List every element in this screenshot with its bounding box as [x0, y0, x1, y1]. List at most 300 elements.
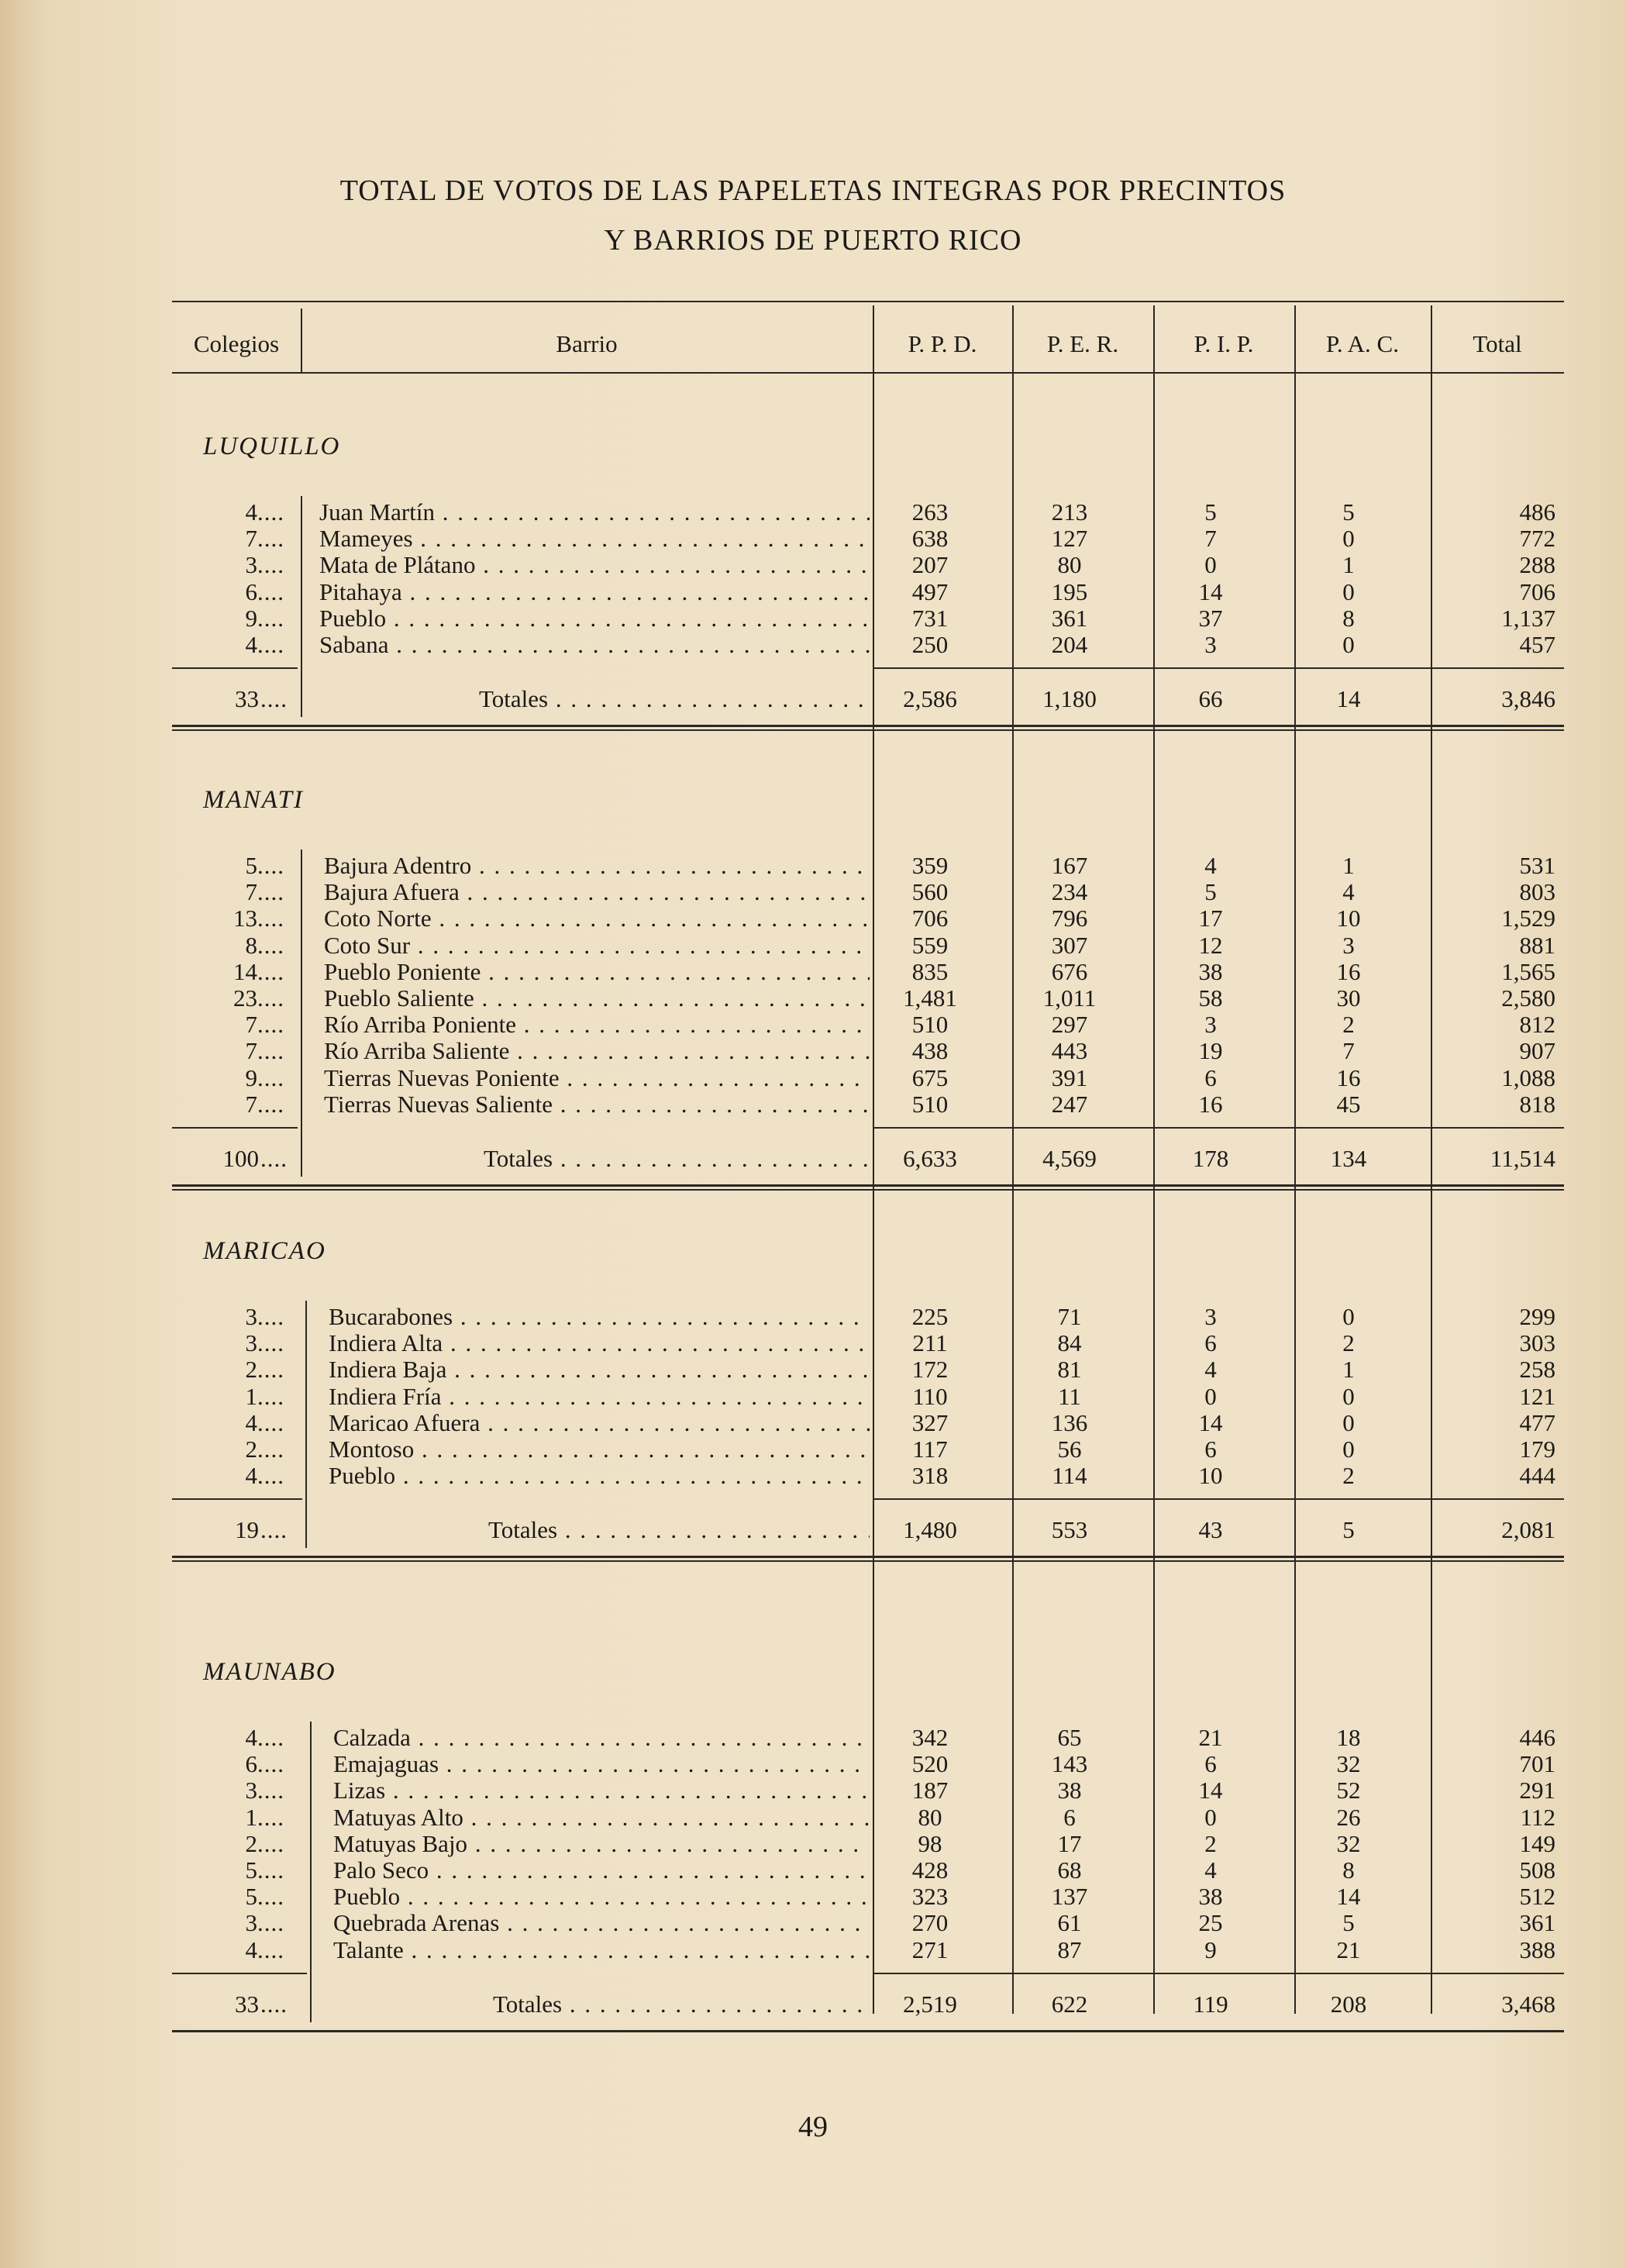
ppd-cell: 638 [911, 525, 949, 553]
barrio-cell: Juan Martín . . . [319, 499, 870, 526]
colegios-dots: .... [257, 1935, 284, 1963]
section-bottom-rule [172, 2030, 1564, 2032]
total-cell: 457 [1519, 631, 1555, 658]
section-bottom-rule-2 [172, 1189, 1564, 1191]
colegios-cell: 1 [245, 1382, 257, 1410]
table-row [172, 1463, 1564, 1489]
pac-cell: 16 [1336, 1063, 1361, 1091]
ppd-cell: 98 [918, 1829, 942, 1857]
table-row [172, 1384, 1564, 1410]
pac-cell: 30 [1336, 984, 1361, 1012]
per-cell: 361 [1051, 604, 1088, 632]
barrio-cell: Bucarabones . . . [329, 1304, 870, 1330]
ppd-cell: 323 [911, 1883, 949, 1911]
total-cell: 299 [1519, 1303, 1555, 1330]
colegios-dots: .... [257, 931, 284, 959]
table-row [172, 1330, 1564, 1356]
colegios-dots: .... [257, 1090, 284, 1118]
barrio-cell: Coto Norte . . . [324, 905, 870, 932]
per-cell: 61 [1057, 1909, 1082, 1937]
table-row [172, 1777, 1564, 1804]
pip-cell: 4 [1204, 1356, 1217, 1384]
colegios-dots: .... [257, 631, 284, 658]
section-bottom-rule-2 [172, 1560, 1564, 1562]
table-row [172, 1356, 1564, 1383]
ppd-cell: 318 [911, 1462, 949, 1490]
totals-pac-cell: 14 [1336, 685, 1361, 713]
barrio-cell: Tierras Nuevas Saliente . . . [324, 1091, 870, 1118]
totals-ppd-cell: 2,586 [903, 685, 957, 713]
totals-ppd-cell: 1,480 [903, 1516, 957, 1544]
pip-cell: 6 [1204, 1063, 1217, 1091]
colegios-cell: 4 [245, 498, 257, 526]
per-cell: 65 [1057, 1724, 1082, 1751]
colegios-cell: 6 [245, 1750, 257, 1778]
barrio-cell: Indiera Fría . . . [329, 1384, 870, 1410]
colegios-cell: 4 [245, 1724, 257, 1751]
barrio-cell: Calzada . . . [333, 1725, 870, 1751]
colegios-cell: 3 [245, 1777, 257, 1804]
table-row [172, 1910, 1564, 1936]
section-title-maricao: MARICAO [203, 1237, 326, 1265]
totals-per-cell: 553 [1051, 1516, 1088, 1544]
pip-cell: 7 [1204, 525, 1217, 553]
ppd-cell: 271 [911, 1935, 949, 1963]
pac-cell: 2 [1342, 1329, 1355, 1357]
per-cell: 137 [1051, 1883, 1088, 1911]
pip-cell: 12 [1198, 931, 1223, 959]
totals-pac-cell: 5 [1342, 1516, 1355, 1544]
per-cell: 143 [1051, 1750, 1088, 1778]
pac-cell: 32 [1336, 1829, 1361, 1857]
totals-pac-cell: 134 [1330, 1145, 1367, 1172]
ppd-cell: 1,481 [903, 984, 957, 1012]
totals-colegios-cell: 33 [235, 685, 259, 713]
ppd-cell: 428 [911, 1856, 949, 1884]
barrio-cell: Emajaguas . . . [333, 1751, 870, 1777]
table-row [172, 579, 1564, 605]
totals-pac-cell: 208 [1330, 1990, 1367, 2018]
total-cell: 812 [1519, 1011, 1555, 1039]
barrio-cell: Quebrada Arenas . . . [333, 1910, 870, 1936]
colegios-dots: .... [257, 984, 284, 1012]
colegios-cell: 6 [245, 577, 257, 605]
per-cell: 87 [1057, 1935, 1082, 1963]
total-cell: 772 [1519, 525, 1555, 553]
total-cell: 486 [1519, 498, 1555, 526]
per-cell: 71 [1057, 1303, 1082, 1330]
totals-colegios-cell: 100 [222, 1145, 259, 1172]
header-total: Total [1473, 330, 1522, 357]
per-cell: 247 [1051, 1090, 1088, 1118]
totals-top-rule-colegios [172, 1498, 302, 1500]
totals-colegios-dots: .... [260, 1516, 288, 1544]
colegios-dots: .... [257, 1883, 284, 1911]
pac-cell: 1 [1342, 852, 1355, 879]
barrio-cell: Pueblo . . . [329, 1463, 870, 1489]
pac-cell: 5 [1342, 498, 1355, 526]
barrio-cell: Indiera Alta . . . [329, 1330, 870, 1356]
table-row [172, 632, 1564, 658]
per-cell: 1,011 [1042, 984, 1097, 1012]
total-cell: 361 [1519, 1909, 1555, 1937]
pip-cell: 3 [1204, 1011, 1217, 1039]
totals-label: Totales . . . [493, 1991, 870, 2018]
pac-cell: 2 [1342, 1462, 1355, 1490]
colegios-cell: 1 [245, 1803, 257, 1831]
total-cell: 149 [1519, 1829, 1555, 1857]
totals-top-rule [873, 667, 1564, 669]
pip-cell: 0 [1204, 551, 1217, 579]
totals-total-cell: 3,468 [1501, 1990, 1555, 2018]
pac-cell: 8 [1342, 1856, 1355, 1884]
total-cell: 531 [1519, 852, 1555, 879]
pip-cell: 0 [1204, 1803, 1217, 1831]
totals-per-cell: 4,569 [1042, 1145, 1097, 1172]
ppd-cell: 207 [911, 551, 949, 579]
header-pac: P. A. C. [1326, 330, 1399, 357]
per-cell: 38 [1057, 1777, 1082, 1804]
colegios-divider [301, 850, 302, 1177]
barrio-cell: Bajura Adentro . . . [324, 853, 870, 879]
per-cell: 796 [1051, 905, 1088, 932]
colegios-dots: .... [257, 551, 284, 579]
barrio-cell: Matuyas Alto . . . [333, 1804, 870, 1831]
total-cell: 803 [1519, 878, 1555, 906]
pip-cell: 19 [1198, 1037, 1223, 1065]
pip-cell: 2 [1204, 1829, 1217, 1857]
per-cell: 80 [1057, 551, 1082, 579]
totals-pip-cell: 178 [1192, 1145, 1229, 1172]
colegios-cell: 7 [245, 1090, 257, 1118]
table-row [172, 605, 1564, 632]
header-colegios: Colegios [193, 330, 280, 357]
pip-cell: 6 [1204, 1750, 1217, 1778]
pac-cell: 52 [1336, 1777, 1361, 1804]
table-row [172, 1012, 1564, 1038]
barrio-cell: Pueblo Saliente . . . [324, 985, 870, 1012]
per-cell: 443 [1051, 1037, 1088, 1065]
barrio-cell: Maricao Afuera . . . [329, 1410, 870, 1436]
pip-cell: 21 [1198, 1724, 1223, 1751]
header-bottom-rule [172, 372, 1564, 374]
total-cell: 907 [1519, 1037, 1555, 1065]
barrio-cell: Río Arriba Poniente . . . [324, 1012, 870, 1038]
table-row [172, 1937, 1564, 1963]
barrio-cell: Pueblo . . . [319, 605, 870, 632]
section-bottom-rule [172, 1556, 1564, 1558]
barrio-cell: Lizas . . . [333, 1777, 870, 1804]
ppd-cell: 560 [911, 878, 949, 906]
colegios-cell: 9 [245, 1063, 257, 1091]
colegios-dots: .... [257, 1037, 284, 1065]
pac-cell: 14 [1336, 1883, 1361, 1911]
ppd-cell: 225 [911, 1303, 949, 1330]
pac-cell: 0 [1342, 577, 1355, 605]
colegios-cell: 5 [245, 1856, 257, 1884]
pip-cell: 4 [1204, 852, 1217, 879]
per-cell: 136 [1051, 1408, 1088, 1436]
colegios-dots: .... [257, 1909, 284, 1937]
table-row [172, 853, 1564, 879]
per-cell: 114 [1052, 1462, 1087, 1490]
pip-cell: 5 [1204, 878, 1217, 906]
totals-label: Totales . . . [488, 1517, 870, 1543]
table-row [172, 1065, 1564, 1091]
table-row [172, 1884, 1564, 1910]
per-cell: 84 [1057, 1329, 1082, 1357]
ppd-cell: 117 [912, 1436, 948, 1463]
totals-top-rule [873, 1127, 1564, 1129]
barrio-cell: Mata de Plátano . . . [319, 552, 870, 578]
ppd-cell: 327 [911, 1408, 949, 1436]
section-title-luquillo: LUQUILLO [203, 433, 341, 460]
colegios-cell: 4 [245, 631, 257, 658]
colegios-dots: .... [257, 1436, 284, 1463]
header-ppd: P. P. D. [908, 330, 977, 357]
table-row [172, 1038, 1564, 1064]
totals-ppd-cell: 6,633 [903, 1145, 957, 1172]
colegios-dots: .... [257, 878, 284, 906]
totals-total-cell: 11,514 [1490, 1145, 1555, 1172]
colegios-cell: 2 [245, 1356, 257, 1384]
colegios-cell: 7 [245, 1037, 257, 1065]
ppd-cell: 835 [911, 957, 949, 985]
totals-row [172, 686, 1564, 712]
totals-colegios-dots: .... [260, 685, 288, 713]
ppd-cell: 250 [911, 631, 949, 658]
colegios-divider [310, 1722, 312, 2022]
ppd-cell: 80 [918, 1803, 942, 1831]
colegios-cell: 7 [245, 1011, 257, 1039]
table-row [172, 1804, 1564, 1831]
colegios-cell: 7 [245, 878, 257, 906]
pac-cell: 0 [1342, 1436, 1355, 1463]
pac-cell: 5 [1342, 1909, 1355, 1937]
totals-pip-cell: 66 [1198, 685, 1223, 713]
pac-cell: 32 [1336, 1750, 1361, 1778]
totals-label: Totales . . . [484, 1146, 870, 1172]
pip-cell: 38 [1198, 957, 1223, 985]
totals-row [172, 1146, 1564, 1172]
colegios-cell: 2 [245, 1829, 257, 1857]
pip-cell: 25 [1198, 1909, 1223, 1937]
pip-cell: 6 [1204, 1436, 1217, 1463]
table-row [172, 1436, 1564, 1463]
totals-ppd-cell: 2,519 [903, 1990, 957, 2018]
totals-top-rule [873, 1498, 1564, 1500]
totals-colegios-dots: .... [260, 1990, 288, 2018]
votes-table [172, 301, 1564, 2018]
total-cell: 1,088 [1501, 1063, 1555, 1091]
pip-cell: 14 [1198, 1777, 1223, 1804]
colegios-dots: .... [257, 1011, 284, 1039]
colegios-dots: .... [257, 577, 284, 605]
per-cell: 204 [1051, 631, 1088, 658]
total-cell: 446 [1519, 1724, 1555, 1751]
table-row [172, 1091, 1564, 1118]
totals-label: Totales . . . [479, 686, 870, 712]
per-cell: 234 [1051, 878, 1088, 906]
total-cell: 303 [1519, 1329, 1555, 1357]
colegios-cell: 3 [245, 1303, 257, 1330]
pac-cell: 7 [1342, 1037, 1355, 1065]
pip-cell: 10 [1198, 1462, 1223, 1490]
totals-per-cell: 1,180 [1042, 685, 1097, 713]
pip-cell: 9 [1204, 1935, 1217, 1963]
per-cell: 81 [1057, 1356, 1082, 1384]
pip-cell: 37 [1198, 604, 1223, 632]
ppd-cell: 110 [912, 1382, 948, 1410]
total-cell: 121 [1519, 1382, 1555, 1410]
ppd-cell: 359 [911, 852, 949, 879]
colegios-dots: .... [257, 604, 284, 632]
table-row [172, 959, 1564, 985]
pac-cell: 4 [1342, 878, 1355, 906]
per-cell: 307 [1051, 931, 1088, 959]
ppd-cell: 510 [911, 1011, 949, 1039]
section-bottom-rule [172, 1184, 1564, 1187]
colegios-cell: 3 [245, 1329, 257, 1357]
pip-cell: 0 [1204, 1382, 1217, 1410]
table-row [172, 499, 1564, 526]
total-cell: 1,565 [1501, 957, 1555, 985]
colegios-cell: 4 [245, 1462, 257, 1490]
ppd-cell: 520 [911, 1750, 949, 1778]
total-cell: 512 [1519, 1883, 1555, 1911]
colegios-cell: 4 [245, 1408, 257, 1436]
per-cell: 297 [1051, 1011, 1088, 1039]
total-cell: 291 [1519, 1777, 1555, 1804]
ppd-cell: 187 [911, 1777, 949, 1804]
colegios-dots: .... [257, 498, 284, 526]
barrio-cell: Mameyes . . . [319, 526, 870, 552]
barrio-cell: Sabana . . . [319, 632, 870, 658]
barrio-cell: Matuyas Bajo . . . [333, 1831, 870, 1857]
total-cell: 288 [1519, 551, 1555, 579]
pip-cell: 5 [1204, 498, 1217, 526]
pac-cell: 0 [1342, 1303, 1355, 1330]
ppd-cell: 497 [911, 577, 949, 605]
ppd-cell: 172 [911, 1356, 949, 1384]
colegios-dots: .... [257, 1724, 284, 1751]
colegios-cell: 8 [245, 931, 257, 959]
colegios-dots: .... [257, 1356, 284, 1384]
ppd-cell: 510 [911, 1090, 949, 1118]
per-cell: 676 [1051, 957, 1088, 985]
colegios-divider [301, 496, 302, 717]
per-cell: 17 [1057, 1829, 1082, 1857]
barrio-cell: Río Arriba Saliente . . . [324, 1038, 870, 1064]
total-cell: 1,529 [1501, 905, 1555, 932]
table-row [172, 905, 1564, 932]
pac-cell: 45 [1336, 1090, 1361, 1118]
table-row [172, 879, 1564, 905]
pac-cell: 26 [1336, 1803, 1361, 1831]
colegios-cell: 2 [245, 1436, 257, 1463]
barrio-cell: Indiera Baja . . . [329, 1356, 870, 1383]
colegios-cell: 3 [245, 551, 257, 579]
ppd-cell: 438 [911, 1037, 949, 1065]
totals-pip-cell: 119 [1193, 1990, 1228, 2018]
section-bottom-rule [172, 725, 1564, 727]
colegios-cell: 23 [233, 984, 257, 1012]
table-top-rule [172, 301, 1564, 302]
table-row [172, 526, 1564, 552]
header-pip: P. I. P. [1194, 330, 1254, 357]
total-cell: 477 [1519, 1408, 1555, 1436]
totals-top-rule-colegios [172, 667, 298, 669]
colegios-dots: .... [257, 1750, 284, 1778]
barrio-cell: Palo Seco . . . [333, 1857, 870, 1884]
pac-cell: 8 [1342, 604, 1355, 632]
pip-cell: 14 [1198, 577, 1223, 605]
colegios-cell: 3 [245, 1909, 257, 1937]
ppd-cell: 731 [911, 604, 949, 632]
header-per: P. E. R. [1046, 330, 1119, 357]
pip-cell: 38 [1198, 1883, 1223, 1911]
total-cell: 701 [1519, 1750, 1555, 1778]
colegios-dots: .... [257, 1329, 284, 1357]
colegios-dots: .... [257, 525, 284, 553]
pac-cell: 3 [1342, 931, 1355, 959]
section-bottom-rule-2 [172, 729, 1564, 731]
pac-cell: 0 [1342, 525, 1355, 553]
colegios-cell: 4 [245, 1935, 257, 1963]
ppd-cell: 342 [911, 1724, 949, 1751]
table-row [172, 1857, 1564, 1884]
totals-total-cell: 3,846 [1501, 685, 1555, 713]
totals-colegios-cell: 19 [235, 1516, 259, 1544]
ppd-cell: 270 [911, 1909, 949, 1937]
totals-pip-cell: 43 [1198, 1516, 1223, 1544]
ppd-cell: 675 [911, 1063, 949, 1091]
colegios-dots: .... [257, 1829, 284, 1857]
barrio-cell: Pitahaya . . . [319, 579, 870, 605]
barrio-cell: Coto Sur . . . [324, 932, 870, 959]
pip-cell: 14 [1198, 1408, 1223, 1436]
page-number: 49 [798, 2111, 828, 2143]
totals-colegios-dots: .... [260, 1145, 288, 1172]
header-barrio: Barrio [556, 330, 618, 357]
colegios-cell: 14 [233, 957, 257, 985]
barrio-cell: Bajura Afuera . . . [324, 879, 870, 905]
section-title-manati: MANATI [203, 786, 304, 814]
pip-cell: 6 [1204, 1329, 1217, 1357]
pac-cell: 0 [1342, 1382, 1355, 1410]
total-cell: 112 [1520, 1803, 1555, 1831]
page-title-line-1: TOTAL DE VOTOS DE LAS PAPELETAS INTEGRAS POR PRECINTOS [339, 174, 1287, 207]
ppd-cell: 211 [912, 1329, 948, 1357]
colegios-cell: 5 [245, 1883, 257, 1911]
colegios-dots: .... [257, 905, 284, 932]
pac-cell: 10 [1336, 905, 1361, 932]
barrio-cell: Tierras Nuevas Poniente . . . [324, 1065, 870, 1091]
pac-cell: 21 [1336, 1935, 1361, 1963]
table-row [172, 1751, 1564, 1777]
per-cell: 391 [1051, 1063, 1088, 1091]
barrio-cell: Montoso . . . [329, 1436, 870, 1463]
section-title-maunabo: MAUNABO [203, 1658, 336, 1686]
totals-colegios-cell: 33 [235, 1990, 259, 2018]
barrio-cell: Talante . . . [333, 1937, 870, 1963]
colegios-cell: 9 [245, 604, 257, 632]
pac-cell: 0 [1342, 631, 1355, 658]
pip-cell: 16 [1198, 1090, 1223, 1118]
colegios-dots: .... [257, 1408, 284, 1436]
table-row [172, 1410, 1564, 1436]
table-row [172, 1304, 1564, 1330]
